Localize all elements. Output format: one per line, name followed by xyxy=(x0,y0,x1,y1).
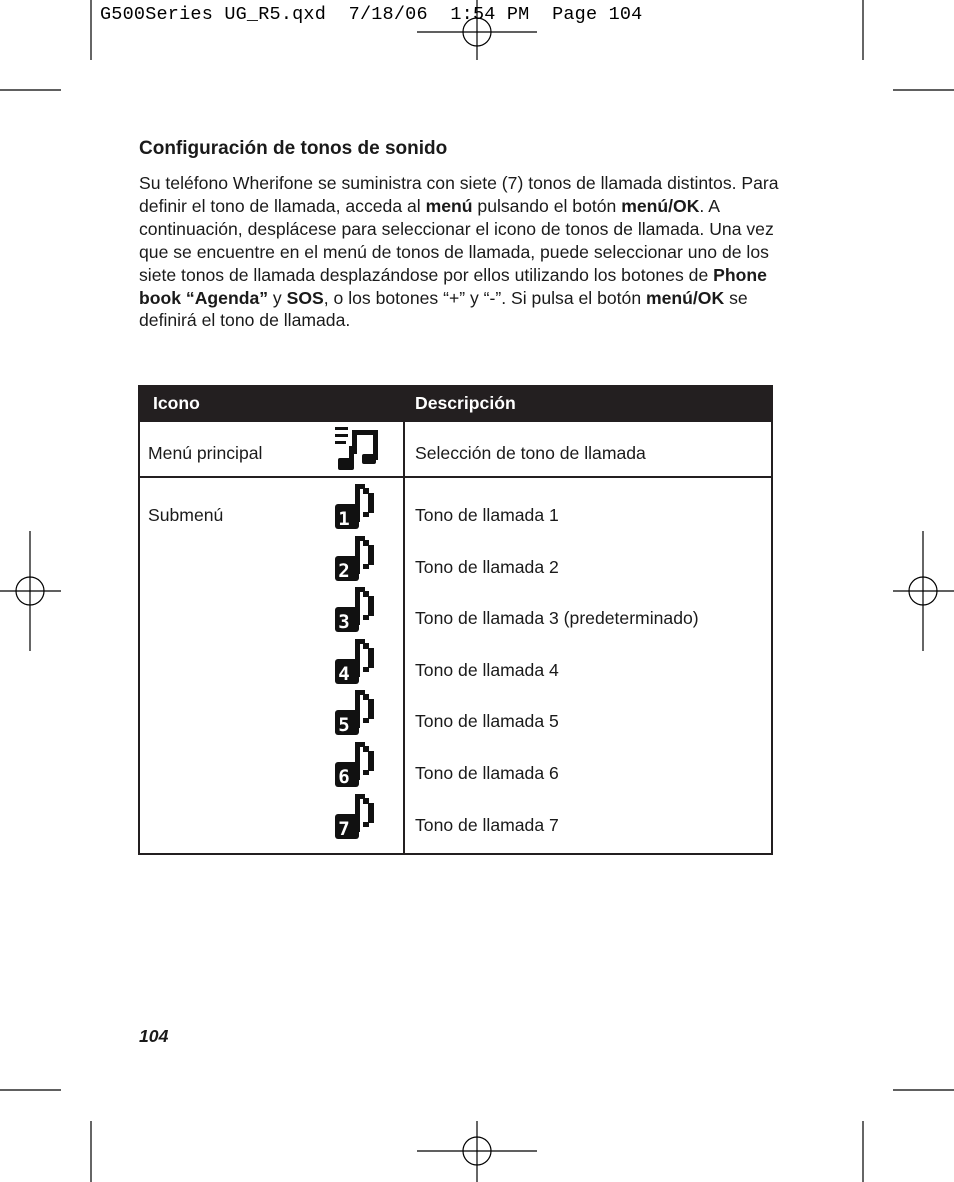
page-number: 104 xyxy=(139,1026,169,1046)
tone-description: Tono de llamada 1 xyxy=(415,505,559,525)
tone-number: 2 xyxy=(338,559,350,582)
tone-description: Tono de llamada 7 xyxy=(415,814,559,835)
intro-text: se definirá el tono de llamada. xyxy=(139,287,748,331)
ringtone-3-icon xyxy=(333,585,380,635)
tone-number: 5 xyxy=(338,714,350,737)
tone-description: Tono de llamada 4 xyxy=(415,659,559,680)
ringtone-4-icon xyxy=(333,637,380,687)
submenu-label: Submenú xyxy=(148,505,224,525)
intro-text: pulsando el botón xyxy=(472,195,622,216)
section-title: Configuración de tonos de sonido xyxy=(139,138,448,159)
ringtone-7-icon xyxy=(333,792,380,842)
intro-text: . A continuación, desplácese para seleccionar el icono de tonos de llamada. Una vez que se encuentre en el menú de tonos de llamada, puede seleccionar uno de los siete tonos de llamada desplazándose por ellos utilizando los botones de xyxy=(139,195,774,285)
header-icon: Icono xyxy=(139,386,404,421)
tone-description: Tono de llamada 5 xyxy=(415,711,559,732)
tone-number: 6 xyxy=(338,766,350,788)
intro-bold-term: menú xyxy=(425,195,473,216)
table-row-main xyxy=(139,421,772,477)
tone-description: Tono de llamada 2 xyxy=(415,556,559,577)
intro-text: Su teléfono Wherifone se suministra con siete (7) tonos de llamada distintos. Para definir el tono de llamada, acceda al xyxy=(139,173,779,216)
intro-bold-term: menú/OK xyxy=(621,195,700,216)
intro-bold-term: menú/OK xyxy=(646,287,725,308)
ringtone-6-icon xyxy=(333,740,380,790)
ringtone-2-icon xyxy=(333,534,380,584)
ringtone-menu-icon xyxy=(333,426,381,472)
header-description: Descripción xyxy=(404,386,772,421)
tone-number: 7 xyxy=(338,817,350,840)
tone-description: Tono de llamada 3 (predeterminado) xyxy=(415,608,699,629)
intro-bold-term: SOS xyxy=(286,287,324,308)
table-row-submenu xyxy=(139,477,772,854)
intro-paragraph xyxy=(139,172,779,332)
tone-number: 3 xyxy=(338,611,350,634)
intro-text: , o los botones “+” y “-”. Si pulsa el botón xyxy=(323,287,646,308)
tone-number: 1 xyxy=(338,508,350,530)
main-menu-description: Selección de tono de llamada xyxy=(415,443,646,463)
main-menu-label: Menú principal xyxy=(148,443,263,463)
tone-description: Tono de llamada 6 xyxy=(415,763,559,783)
print-slug: G500Series UG_R5.qxd 7/18/06 1:54 PM Page 104 xyxy=(100,4,643,25)
intro-text: y xyxy=(268,287,287,308)
tone-number: 4 xyxy=(338,662,350,685)
ringtone-1-icon xyxy=(333,482,380,532)
ringtone-5-icon xyxy=(333,688,380,738)
intro-bold-term: Phone book “Agenda” xyxy=(139,264,767,308)
ringtone-table xyxy=(138,385,773,855)
